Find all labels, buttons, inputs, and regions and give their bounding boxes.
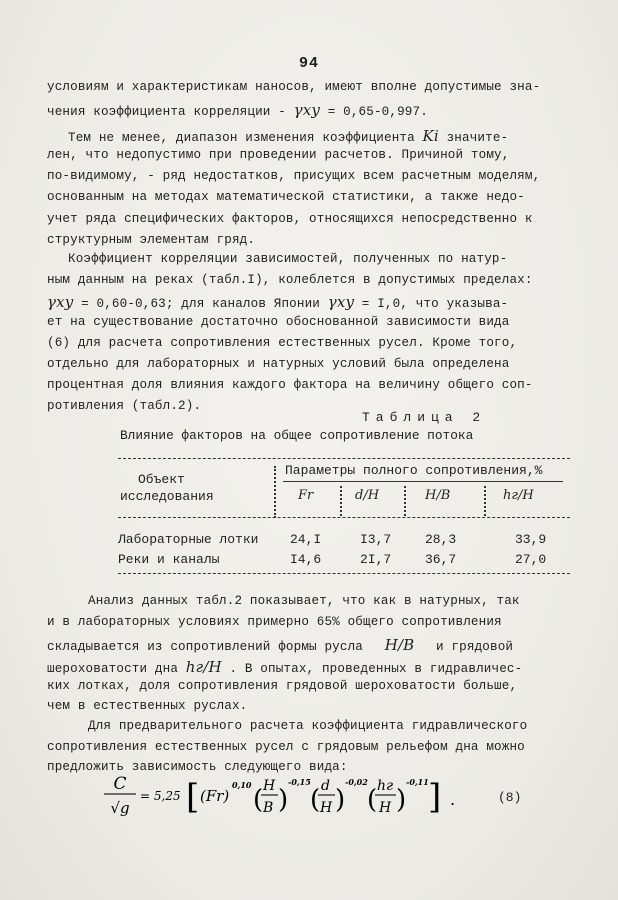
exponent: 0,10 <box>232 780 252 790</box>
formula-8 <box>98 770 538 825</box>
table-cell: 2I,7 <box>360 552 392 567</box>
text-line: структурным элементам гряд. <box>47 233 256 247</box>
table-row-name: Реки и каналы <box>118 552 220 567</box>
text-line <box>47 293 577 311</box>
text-line: отдельно для лабораторных и натурных условий была определена <box>47 357 510 371</box>
formula-fr: (Fr) <box>200 787 230 805</box>
exponent: -0,02 <box>345 777 368 787</box>
table-cell: I3,7 <box>360 532 392 547</box>
text-line: Анализ данных табл.2 показывает, что как в натурных, так <box>88 594 520 608</box>
text-line: ких лотках, доля сопротивления грядовой шероховатости больше, <box>47 679 518 693</box>
table-header-hr-h: hг/H <box>503 488 534 503</box>
formula-lhs-denominator: √g <box>110 799 130 817</box>
table-cell: 24,I <box>290 532 322 547</box>
formula-coefficient: = 5,25 <box>140 789 181 803</box>
text-fragment: = 0,60-0,63; для каналов Японии <box>81 297 328 311</box>
bracket-right: ] <box>428 777 442 817</box>
table-col-separator <box>340 486 342 516</box>
period: . <box>450 790 456 809</box>
table-row-name: Лабораторные лотки <box>118 532 259 547</box>
text-line: процентная доля влияния каждого фактора на величину общего соп- <box>47 378 533 392</box>
text-line: сопротивления естественных русел с грядовым рельефом дна можно <box>47 740 525 754</box>
text-line: учет ряда специфических факторов, относящихся непосредственно к <box>47 212 533 226</box>
table-cell: 33,9 <box>515 532 547 547</box>
table-params-header: Параметры полного сопротивления,% <box>285 463 543 478</box>
text-line: чем в естественных руслах. <box>47 699 248 713</box>
table-top-rule <box>118 458 570 459</box>
exponent: -0,11 <box>406 777 429 787</box>
hr-h-symbol: hг/H <box>185 658 222 676</box>
text-line <box>68 127 598 145</box>
table-col-separator <box>274 466 276 518</box>
fraction-numerator: d <box>321 778 330 794</box>
fraction-numerator: hг <box>377 778 394 794</box>
text-line: ротивления (табл.2). <box>47 399 202 413</box>
text-fragment: складывается из сопротивлений формы русла <box>47 640 371 654</box>
table-header-h-b: H/B <box>425 488 451 503</box>
text-line: и в лабораторных условиях примерно 65% общего сопротивления <box>47 615 502 629</box>
text-fragment: шероховатости дна <box>47 662 186 676</box>
formula-number: (8) <box>498 790 522 805</box>
table-header-fr: Fr <box>298 488 314 503</box>
fraction-denominator: H <box>320 800 333 816</box>
text-line <box>47 101 577 119</box>
table-header-object: Объект <box>138 472 185 487</box>
text-line: по-видимому, - ряд недостатков, присущих всем расчетным моделям, <box>47 169 541 183</box>
text-line <box>47 636 577 654</box>
table-header-d-h: d/H <box>355 488 380 503</box>
table-cell: I4,6 <box>290 552 322 567</box>
text-line: предложить зависимость следующего вида: <box>47 760 348 774</box>
text-line <box>47 658 577 676</box>
table-title: Влияние факторов на общее сопротивление потока <box>120 428 474 443</box>
text-line: ет на существование достаточно обоснованной зависимости вида <box>47 315 510 329</box>
text-fragment: = I,0, что указыва- <box>361 297 509 311</box>
paren-right: ) <box>396 785 407 815</box>
table-header-object: исследования <box>120 489 214 504</box>
h-b-symbol: H/B <box>384 636 415 654</box>
table-cell: 28,3 <box>425 532 457 547</box>
table-caption: Таблица 2 <box>362 410 487 425</box>
page-number: 94 <box>298 55 319 72</box>
gamma-xy-symbol: γxy <box>327 293 355 311</box>
paren-left: ( <box>310 785 321 815</box>
paren-left: ( <box>253 785 264 815</box>
text-fragment: чения коэффициента корреляции - <box>47 105 294 119</box>
exponent: -0,15 <box>288 777 311 787</box>
text-line: Для предварительного расчета коэффициента гидравлического <box>88 719 528 733</box>
fraction-denominator: B <box>263 800 274 816</box>
text-fragment: = 0,65-0,997. <box>327 105 428 119</box>
text-fragment: и грядовой <box>436 640 514 654</box>
text-fragment: . В опытах, проведенных в гидравличес- <box>229 662 523 676</box>
table-cell: 36,7 <box>425 552 457 567</box>
text-line: основанным на методах математической статистики, а также недо- <box>47 190 525 204</box>
text-line: (6) для расчета сопротивления естественных русел. Кроме того, <box>47 336 518 350</box>
k-i-symbol: Ki <box>422 127 439 145</box>
paren-left: ( <box>367 785 378 815</box>
text-line: лен, что недопустимо при проведении расчетов. Причиной тому, <box>47 148 510 162</box>
gamma-xy-symbol: γxy <box>47 293 74 311</box>
paren-right: ) <box>335 785 346 815</box>
table-bottom-rule <box>118 573 570 574</box>
paren-right: ) <box>278 785 289 815</box>
formula-lhs-numerator: C <box>113 774 127 794</box>
text-line: условиям и характеристикам наносов, имеют вполне допустимые зна- <box>47 80 541 94</box>
fraction-numerator: H <box>263 778 276 794</box>
text-fragment: значите- <box>446 131 509 145</box>
table-header-rule <box>118 517 570 518</box>
fraction-denominator: H <box>379 800 392 816</box>
text-fragment: Тем не менее, диапазон изменения коэффициента <box>68 131 423 145</box>
text-line: Коэффициент корреляции зависимостей, полученных по натур- <box>68 252 508 266</box>
gamma-xy-symbol: γxy <box>293 101 320 119</box>
text-line: ным данным на реках (табл.I), колеблется в допустимых пределах: <box>47 273 533 287</box>
table-col-separator <box>404 486 406 516</box>
table-col-separator <box>484 486 486 516</box>
bracket-left: [ <box>186 777 200 817</box>
table-cell: 27,0 <box>515 552 547 567</box>
table-params-rule <box>283 481 563 482</box>
